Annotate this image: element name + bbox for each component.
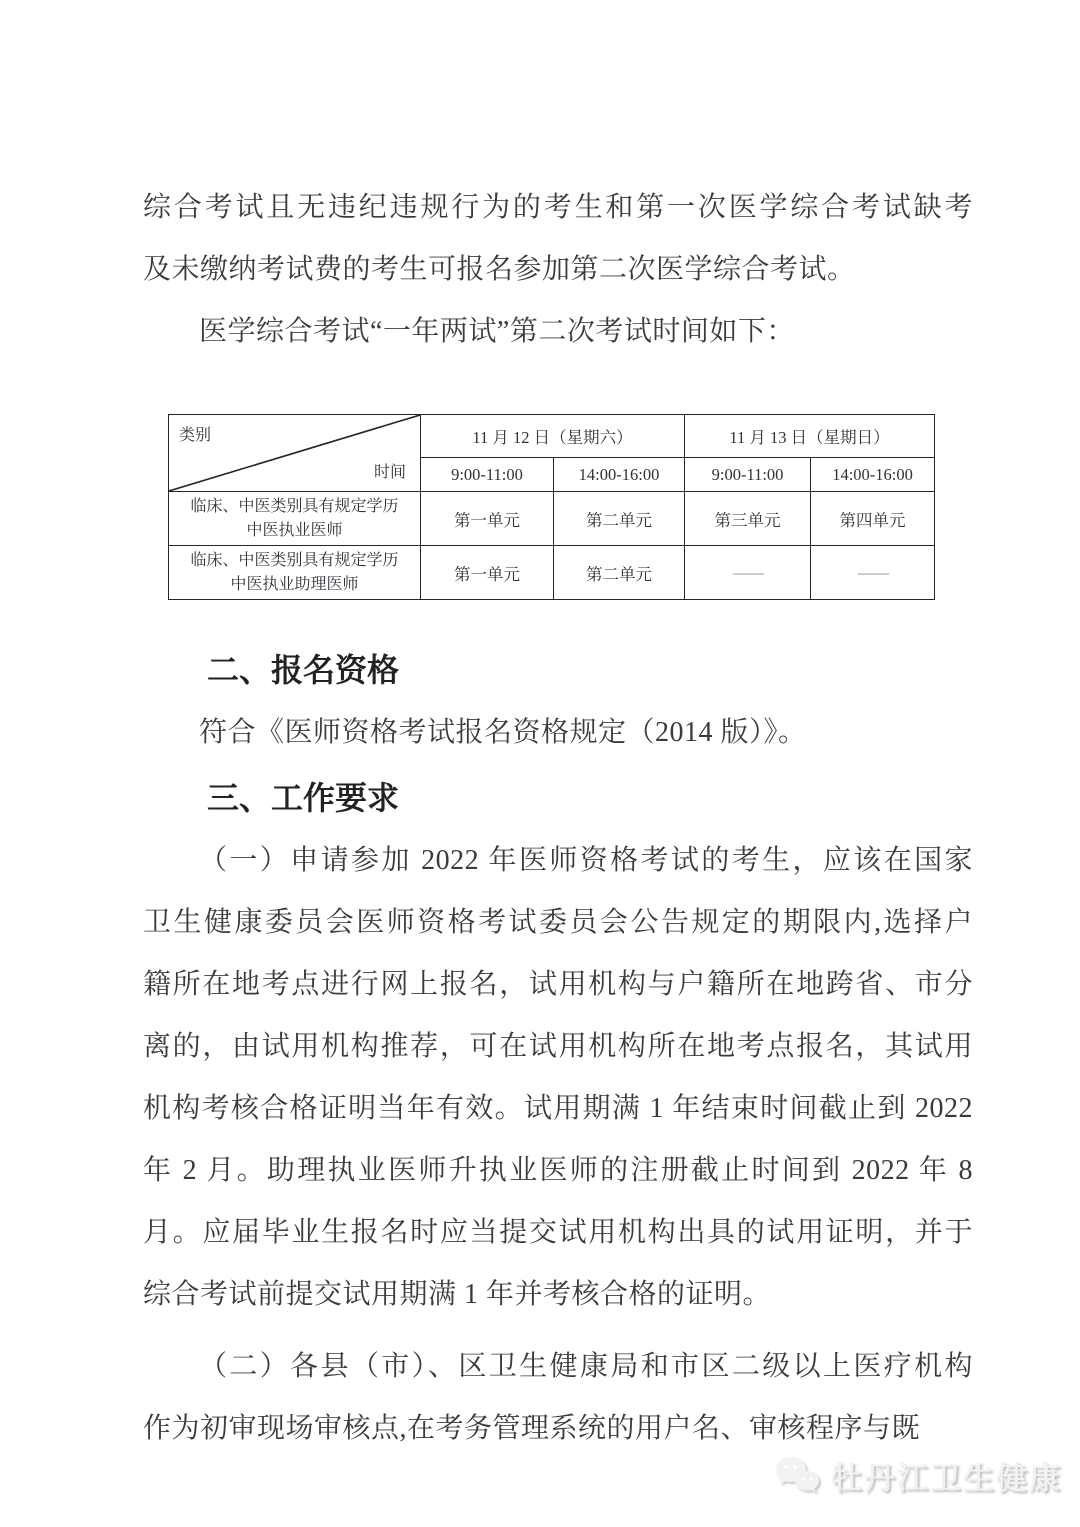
section-heading-registration: 二、报名资格 [207,652,400,688]
category-cell [169,546,421,600]
unit-cell: 第一单元 [421,492,554,546]
text-line: 卫生健康委员会医师资格考试委员会公告规定的期限内,选择户 [143,907,973,938]
table-row [169,546,935,600]
unit-cell: 第三单元 [685,492,811,546]
time-header-1: 9:00-11:00 [421,458,554,492]
section-2-paragraph [143,702,973,764]
text-line: 年 2 月。助理执业医师升执业医师的注册截止时间到 2022 年 8 [143,1155,973,1186]
unit-cell: 第一单元 [421,546,554,600]
footer-watermark [773,1453,1062,1498]
text-line: （二）各县（市）、区卫生健康局和市区二级以上医疗机构 [199,1351,973,1382]
table-row [169,492,935,546]
schedule-intro-line: 医学综合考试“一年两试”第二次考试时间如下： [199,316,795,347]
intro-paragraph [143,177,973,301]
intro-line-1: 综合考试且无违纪违规行为的考生和第一次医学综合考试缺考 [143,192,973,223]
date-header-sun: 11 月 13 日（星期日） [685,415,935,458]
time-header-3: 9:00-11:00 [685,458,811,492]
unit-cell: 第二单元 [554,546,685,600]
intro-line-2: 及未缴纳考试费的考生可报名参加第二次医学综合考试。 [143,254,856,285]
schedule-intro-paragraph [143,301,973,363]
text-line: （一）申请参加 2022 年医师资格考试的考生，应该在国家 [199,845,973,876]
text-line: 月。应届毕业生报名时应当提交试用机构出具的试用证明，并于 [143,1217,973,1248]
work-requirements-paragraph-1 [143,830,973,1326]
work-requirements-paragraph-2 [143,1336,973,1460]
time-header-2: 14:00-16:00 [554,458,685,492]
text-line: 综合考试前提交试用期满 1 年并考核合格的证明。 [143,1279,772,1310]
exam-schedule-table [168,414,935,600]
unit-cell: 第二单元 [554,492,685,546]
text-line: 离的，由试用机构推荐，可在试用机构所在地考点报名，其试用 [143,1031,973,1062]
text-line: 机构考核合格证明当年有效。试用期满 1 年结束时间截止到 2022 [143,1093,973,1124]
unit-cell: 第四单元 [811,492,935,546]
watermark-text: 牡丹江卫生健康 [831,1461,1062,1496]
category-line-2: 中医执业医师 [246,521,343,539]
corner-label-time: 时间 [373,464,406,481]
time-header-4: 14:00-16:00 [811,458,935,492]
document-body [143,0,973,1460]
empty-unit-cell: —— [811,546,935,600]
category-line-1: 临床、中医类别具有规定学历 [190,551,399,569]
date-header-sat: 11 月 12 日（星期六） [421,415,685,458]
category-line-1: 临床、中医类别具有规定学历 [190,497,399,515]
text-line: 籍所在地考点进行网上报名，试用机构与户籍所在地跨省、市分 [143,969,973,1000]
category-cell [169,492,421,546]
section-heading-work-requirements: 三、工作要求 [207,780,400,816]
text-line: 作为初审现场审核点,在考务管理系统的用户名、审核程序与既 [143,1413,921,1444]
corner-label-category: 类别 [179,427,212,444]
category-line-2: 中医执业助理医师 [230,575,359,593]
table-corner-cell [169,415,421,492]
empty-unit-cell: —— [685,546,811,600]
section-2-line: 符合《医师资格考试报名资格规定（2014 版）》。 [199,717,807,748]
wechat-icon [773,1455,821,1497]
